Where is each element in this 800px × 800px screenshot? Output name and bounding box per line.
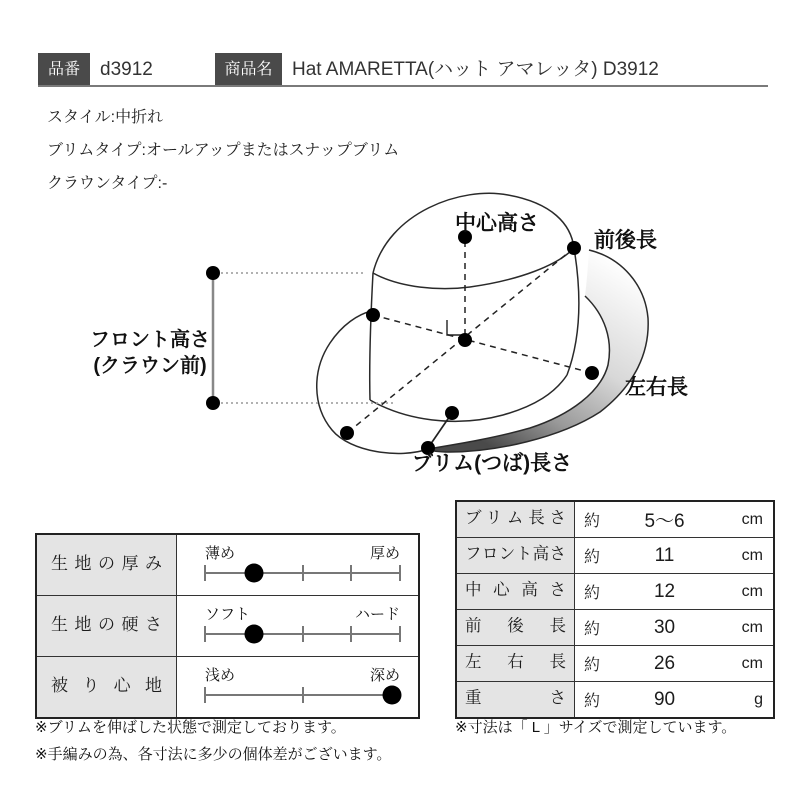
hat-measurement-diagram bbox=[0, 185, 800, 515]
table-row bbox=[457, 646, 773, 682]
measure-value-cell bbox=[575, 682, 773, 717]
gauge-scale-cell bbox=[177, 596, 418, 656]
measurement-table bbox=[455, 500, 775, 719]
approx-prefix: 約 bbox=[584, 585, 601, 602]
measure-value: 26 bbox=[653, 652, 676, 674]
gauge-tick bbox=[302, 565, 304, 581]
gauge-scale-cell bbox=[177, 657, 418, 717]
gauge-tick bbox=[204, 565, 206, 581]
item-number-label-box: 品番 bbox=[38, 53, 90, 86]
gauge-rating-dot bbox=[244, 564, 263, 583]
measure-unit: cm bbox=[741, 654, 763, 672]
measure-label: 左右長 bbox=[457, 646, 575, 681]
gauge-rating-dot bbox=[383, 686, 402, 705]
fabric-gauge-table bbox=[35, 533, 420, 719]
gauge-max-label: ハード bbox=[354, 606, 400, 623]
gauge-tick bbox=[350, 565, 352, 581]
measure-unit: g bbox=[754, 690, 763, 708]
spec-brim-type: ブリムタイプ:オールアップまたはスナップブリム bbox=[47, 142, 400, 159]
table-row bbox=[457, 610, 773, 646]
gauge-tick bbox=[204, 687, 206, 703]
gauge-row-stiffness bbox=[37, 596, 418, 657]
table-row bbox=[457, 682, 773, 717]
brim-length-label: ブリム(つば)長さ bbox=[411, 452, 573, 475]
gauge-tick bbox=[204, 626, 206, 642]
center-height-label: 中心高さ bbox=[455, 212, 539, 235]
table-row bbox=[457, 502, 773, 538]
gauge-max-label: 深め bbox=[369, 667, 400, 684]
item-number-value: d3912 bbox=[100, 59, 153, 80]
gauge-row-fit bbox=[37, 657, 418, 717]
footnote: ※ブリムを伸ばした状態で測定しております。 bbox=[35, 719, 346, 736]
measure-value-cell bbox=[575, 502, 773, 537]
approx-prefix: 約 bbox=[584, 693, 601, 710]
measure-label: 前後長 bbox=[457, 610, 575, 645]
measure-value-cell bbox=[575, 646, 773, 681]
measure-unit: cm bbox=[741, 582, 763, 600]
measure-value: 90 bbox=[653, 688, 676, 710]
measure-value-cell bbox=[575, 610, 773, 645]
measure-label: ブリム長さ bbox=[457, 502, 575, 537]
footnotes-left bbox=[35, 714, 391, 768]
spec-crown-type: クラウンタイプ:- bbox=[47, 175, 168, 192]
gauge-min-label: 浅め bbox=[205, 667, 236, 684]
approx-prefix: 約 bbox=[584, 513, 601, 530]
measure-value: 5〜6 bbox=[644, 511, 685, 532]
approx-prefix: 約 bbox=[584, 657, 601, 674]
approx-prefix: 約 bbox=[584, 549, 601, 566]
gauge-max-label: 厚め bbox=[369, 545, 400, 562]
spec-style: スタイル:中折れ bbox=[47, 109, 164, 126]
left-right-length-label: 左右長 bbox=[625, 376, 688, 399]
measure-value: 11 bbox=[654, 544, 675, 566]
gauge-tick bbox=[399, 626, 401, 642]
product-name-label-box: 商品名 bbox=[215, 53, 282, 86]
measure-value-cell bbox=[575, 574, 773, 609]
gauge-label: 被り心地 bbox=[37, 657, 177, 717]
table-row bbox=[457, 538, 773, 574]
gauge-rating-dot bbox=[244, 625, 263, 644]
gauge-tick bbox=[399, 565, 401, 581]
gauge-label: 生地の硬さ bbox=[37, 596, 177, 656]
gauge-scale bbox=[205, 564, 400, 582]
footnote: ※手編みの為、各寸法に多少の個体差がございます。 bbox=[35, 746, 392, 763]
gauge-row-thickness bbox=[37, 535, 418, 596]
gauge-min-label: 薄め bbox=[205, 545, 236, 562]
header-divider bbox=[38, 85, 768, 87]
measure-label: 重さ bbox=[457, 682, 575, 717]
measure-unit: cm bbox=[741, 618, 763, 636]
measure-value-cell bbox=[575, 538, 773, 573]
measure-unit: cm bbox=[741, 510, 763, 528]
front-back-length-label: 前後長 bbox=[594, 229, 657, 252]
measure-label: フロント高さ bbox=[457, 538, 575, 573]
table-row bbox=[457, 574, 773, 610]
product-name-value: Hat AMARETTA(ハット アマレッタ) D3912 bbox=[292, 59, 659, 80]
measure-value: 30 bbox=[653, 616, 676, 638]
gauge-scale bbox=[205, 686, 400, 704]
gauge-tick bbox=[350, 626, 352, 642]
gauge-min-label: ソフト bbox=[205, 606, 251, 623]
measure-value: 12 bbox=[653, 580, 676, 602]
gauge-tick bbox=[302, 626, 304, 642]
measure-label: 中心高さ bbox=[457, 574, 575, 609]
gauge-label: 生地の厚み bbox=[37, 535, 177, 595]
front-height-label-line2: (クラウン前) bbox=[93, 355, 207, 377]
gauge-tick bbox=[302, 687, 304, 703]
front-height-label-line1: フロント高さ bbox=[90, 329, 210, 351]
approx-prefix: 約 bbox=[584, 621, 601, 638]
measure-unit: cm bbox=[741, 546, 763, 564]
footnote-size: ※寸法は「 L 」サイズで測定しています。 bbox=[455, 719, 737, 736]
gauge-scale bbox=[205, 625, 400, 643]
gauge-scale-cell bbox=[177, 535, 418, 595]
